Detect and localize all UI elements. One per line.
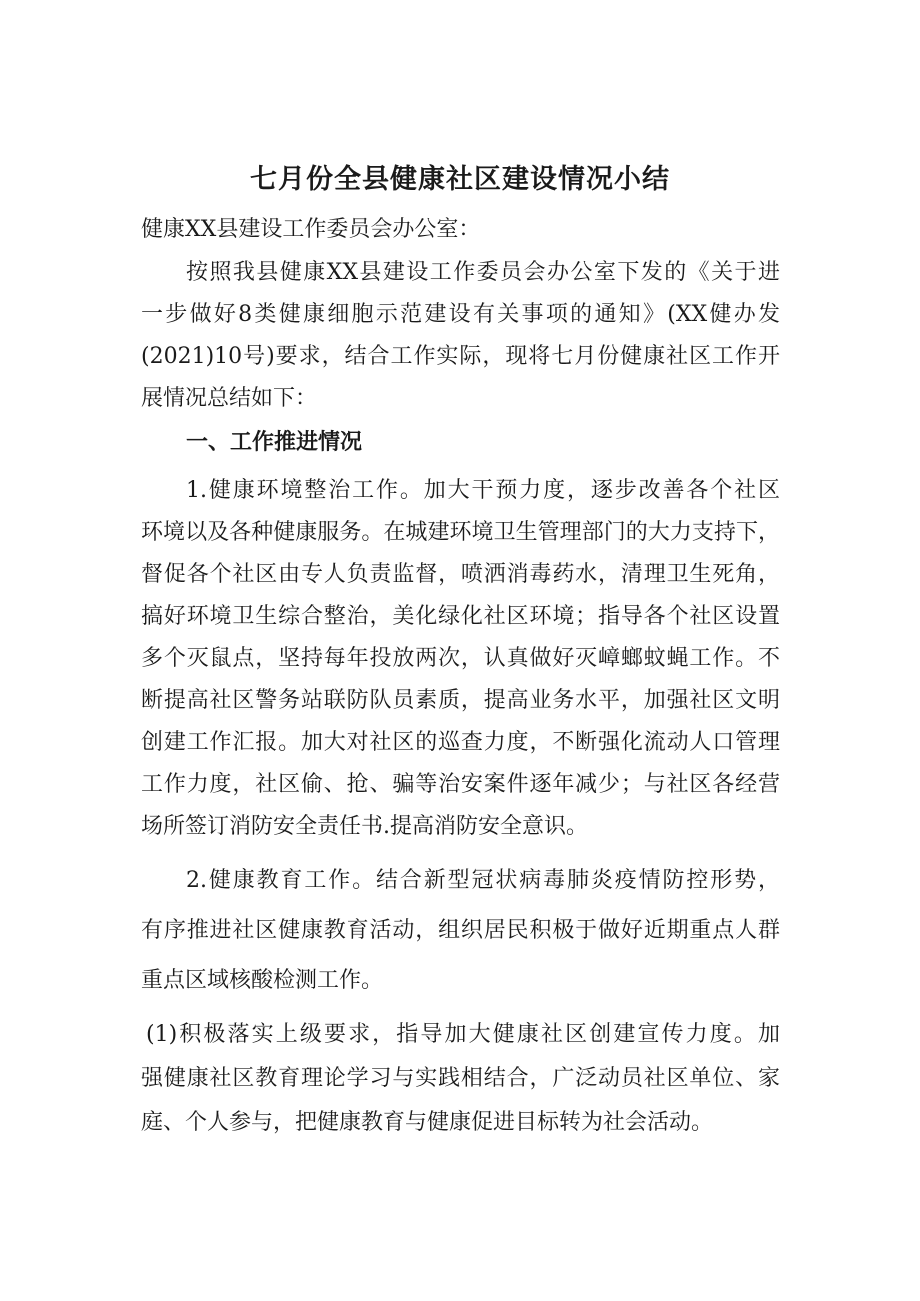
sub1-line-3: 庭、个人参与，把健康教育与健康促进目标转为社会活动。: [141, 1110, 714, 1135]
item1-line-8: 工作力度，社区偷、抢、骗等治安案件逐年减少；与社区各经营: [141, 772, 780, 797]
salutation: 健康XX县建设工作委员会办公室：: [141, 217, 481, 242]
intro-line-3: (2021)10号)要求，结合工作实际，现将七月份健康社区工作开: [141, 344, 780, 369]
section-heading: 一、工作推进情况: [186, 430, 363, 455]
item1-line-5: 多个灭鼠点，坚持每年投放两次，认真做好灭嶂螂蚊蝇工作。不: [141, 646, 780, 671]
intro-line-2: 一步做好8类健康细胞示范建设有关事项的通知》(XX健办发: [141, 302, 780, 327]
item1-line-9: 场所签订消防安全责任书.提高消防安全意识。: [141, 814, 588, 839]
document-title: 七月份全县健康社区建设情况小结: [250, 164, 670, 195]
item1-line-7: 创建工作汇报。加大对社区的巡查力度，不断强化流动人口管理: [141, 730, 780, 755]
item1-line-4: 搞好环境卫生综合整治，美化绿化社区环境；指导各个社区设置: [141, 604, 780, 629]
sub1-line-1: (1)积极落实上级要求，指导加大健康社区创建宣传力度。加: [146, 1022, 780, 1047]
intro-line-4: 展情况总结如下：: [141, 386, 318, 411]
item1-line-6: 断提高社区警务站联防队员素质，提高业务水平，加强社区文明: [141, 688, 780, 713]
item2-line-1: 2.健康教育工作。结合新型冠状病毒肺炎疫情防控形势，: [186, 868, 780, 893]
item1-line-1: 1.健康环境整治工作。加大干预力度，逐步改善各个社区: [186, 478, 780, 503]
item2-line-3: 重点区域核酸检测工作。: [141, 968, 384, 993]
item1-line-2: 环境以及各种健康服务。在城建环境卫生管理部门的大力支持下，: [141, 520, 780, 545]
item1-line-3: 督促各个社区由专人负责监督，喷洒消毒药水，清理卫生死角，: [141, 562, 780, 587]
intro-line-1: 按照我县健康XX县建设工作委员会办公室下发的《关于进: [186, 260, 780, 285]
item2-line-2: 有序推进社区健康教育活动，组织居民积极于做好近期重点人群: [141, 918, 780, 943]
sub1-line-2: 强健康社区教育理论学习与实践相结合，广泛动员社区单位、家: [141, 1066, 780, 1091]
